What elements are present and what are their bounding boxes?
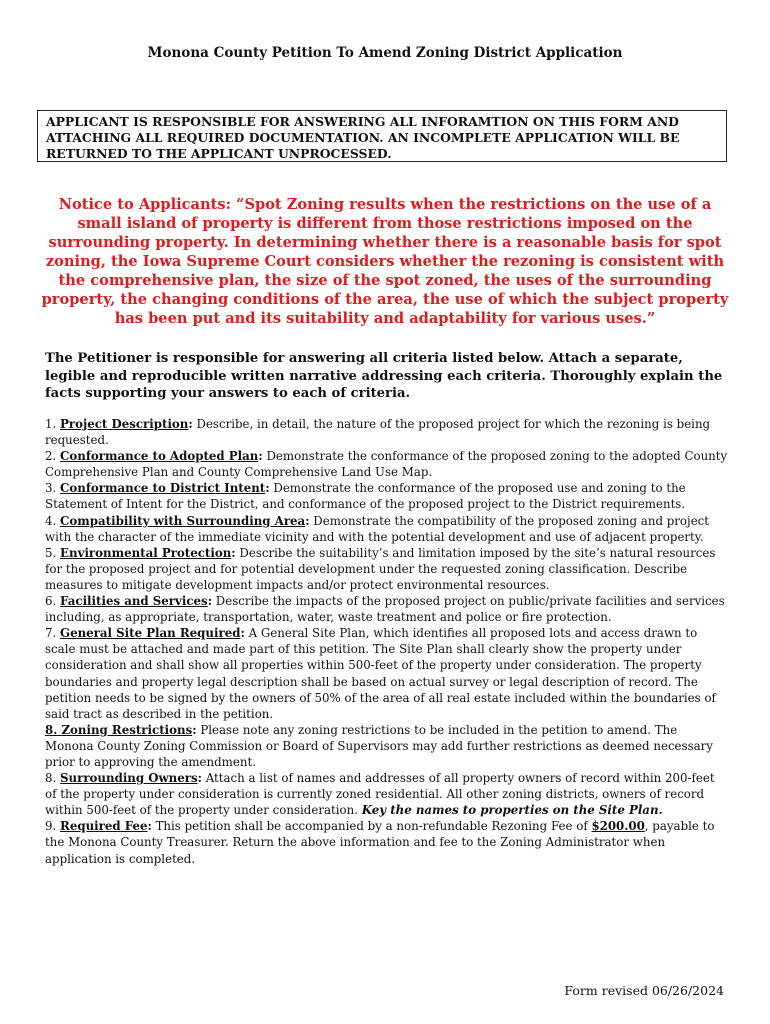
criterion-emphasis: Key the names to properties on the Site Plan.	[361, 803, 663, 818]
criterion-heading: Facilities and Services	[60, 594, 208, 609]
criterion-heading: Conformance to District Intent	[60, 481, 266, 496]
criterion-body: A General Site Plan, which identifies all proposed lots and access drawn to scale must be attached and made part of this petition. The Site Plan shall clearly show the property under consideration and shall show all properties within 500-feet of the property under consideration. The property boundaries and property legal description shall be based on actual survey or legal description of record. The petition needs to be signed by the owners of 50% of the area of all real estate included within the boundaries of said tract as described in the petition.	[45, 626, 716, 721]
criterion-heading: Zoning Restrictions	[61, 722, 193, 737]
fee-amount: $200.00	[591, 819, 645, 834]
criterion-heading: Conformance to Adopted Plan	[60, 449, 259, 464]
incomplete-application-warning: APPLICANT IS RESPONSIBLE FOR ANSWERING ALL INFORAMTION ON THIS FORM AND ATTACHING ALL REQUIRED DOCUMENTATION. AN INCOMPLETE APPLICATION WILL BE RETURNED TO THE APPLICANT UNPROCESSED.	[37, 110, 727, 162]
criterion-8-zoning-restrictions: 8. Zoning Restrictions: Please note any zoning restrictions to be included in the petition to amend. The Monona County Zoning Commission or Board of Supervisors may add further restrictions as deemed necessary prior to approving the amendment.	[45, 722, 713, 769]
criterion-body: Describe the suitability’s and limitation imposed by the site’s natural resources for the proposed project and for potential development under the requested zoning classification. Describe measures to mitigate development impacts and/or protect environmental resources.	[45, 545, 716, 592]
criterion-7: 7. General Site Plan Required: A General Site Plan, which identifies all proposed lots and access drawn to scale must be attached and made part of this petition. The Site Plan shall clearly show the property under consideration and shall show all properties within 500-feet of the property under consideration. The property boundaries and property legal description shall be based on actual survey or legal description of record. The petition needs to be signed by the owners of 50% of the area of all real estate included within the boundaries of said tract as described in the petition.	[45, 626, 716, 721]
criterion-body: Demonstrate the conformance of the proposed use and zoning to the Statement of Intent for the District, and conformance of the proposed project to the District requirements.	[45, 481, 686, 512]
petitioner-instructions: The Petitioner is responsible for answering all criteria listed below. Attach a separate, legible and reproducible written narrative addressing each criteria. Thoroughly explain the facts supporting your answers to each of criteria.	[45, 351, 723, 401]
criterion-heading: General Site Plan Required	[60, 626, 241, 641]
criteria-list	[45, 416, 729, 867]
criterion-2: 2. Conformance to Adopted Plan: Demonstrate the conformance of the proposed zoning to the adopted County Comprehensive Plan and County Comprehensive Land Use Map.	[45, 449, 728, 480]
criterion-heading: Required Fee	[60, 819, 148, 834]
criterion-heading: Surrounding Owners	[60, 771, 198, 786]
criterion-6: 6. Facilities and Services: Describe the impacts of the proposed project on public/private facilities and services including, as appropriate, transportation, water, waste treatment and police or fire protection.	[45, 594, 725, 625]
criterion-body: Describe, in detail, the nature of the proposed project for which the rezoning is being requested.	[45, 417, 711, 448]
criterion-body: This petition shall be accompanied by a non-refundable Rezoning Fee of	[155, 819, 588, 834]
criterion-4: 4. Compatibility with Surrounding Area: Demonstrate the compatibility of the proposed zoning and project with the character of the immediate vicinity and with the potential development and use of adjacent property.	[45, 513, 710, 544]
criterion-1: 1. Project Description: Describe, in detail, the nature of the proposed project for which the rezoning is being requested.	[45, 417, 711, 448]
criterion-3: 3. Conformance to District Intent: Demonstrate the conformance of the proposed use and zoning to the Statement of Intent for the District, and conformance of the proposed project to the District requirements.	[45, 481, 686, 512]
criterion-heading: Environmental Protection	[60, 545, 232, 560]
spot-zoning-notice: Notice to Applicants: “Spot Zoning results when the restrictions on the use of a small island of property is different from those restrictions imposed on the surrounding property. In determining whether there is a reasonable basis for spot zoning, the Iowa Supreme Court considers whether the rezoning is consistent with the comprehensive plan, the size of the spot zoned, the uses of the surrounding property, the changing conditions of the area, the use of which the subject property has been put and its suitability and adaptability for various uses.”	[41, 196, 729, 327]
criterion-body: Attach a list of names and addresses of all property owners of record within 200-feet of the property under consideration is currently zoned residential. All other zoning districts, owners of record within 500-feet of the property under consideration.	[45, 771, 715, 818]
criterion-8-surrounding-owners: 8. Surrounding Owners: Attach a list of names and addresses of all property owners of record within 200-feet of the property under consideration is currently zoned residential. All other zoning districts, owners of record within 500-feet of the property under consideration. Key the names to properties on the Site Plan.	[45, 771, 715, 818]
criterion-body-continued: , payable to the Monona County Treasurer. Return the above information and fee to the Zoning Administrator when application is completed.	[45, 819, 715, 866]
criterion-heading: Project Description	[60, 417, 189, 431]
criterion-5: 5. Environmental Protection: Describe the suitability’s and limitation imposed by the site’s natural resources for the proposed project and for potential development under the requested zoning classification. Describe measures to mitigate development impacts and/or protect environmental resources.	[45, 545, 716, 592]
page-title: Monona County Petition To Amend Zoning District Application	[147, 45, 623, 61]
criterion-body: Describe the impacts of the proposed project on public/private facilities and services including, as appropriate, transportation, water, waste treatment and police or fire protection.	[45, 594, 725, 625]
criterion-body: Demonstrate the conformance of the proposed zoning to the adopted County Comprehensive Plan and County Comprehensive Land Use Map.	[45, 449, 728, 480]
criterion-9: 9. Required Fee: This petition shall be accompanied by a non-refundable Rezoning Fee of $200.00, payable to the Monona County Treasurer. Return the above information and fee to the Zoning Administrator when application is completed.	[45, 819, 715, 866]
criterion-body: Demonstrate the compatibility of the proposed zoning and project with the character of the immediate vicinity and with the potential development and use of adjacent property.	[45, 513, 710, 544]
criterion-heading: Compatibility with Surrounding Area	[60, 513, 306, 528]
criterion-body: Please note any zoning restrictions to be included in the petition to amend. The Monona County Zoning Commission or Board of Supervisors may add further restrictions as deemed necessary prior to approving the amendment.	[45, 722, 713, 769]
revision-date: Form revised 06/26/2024	[564, 983, 724, 998]
